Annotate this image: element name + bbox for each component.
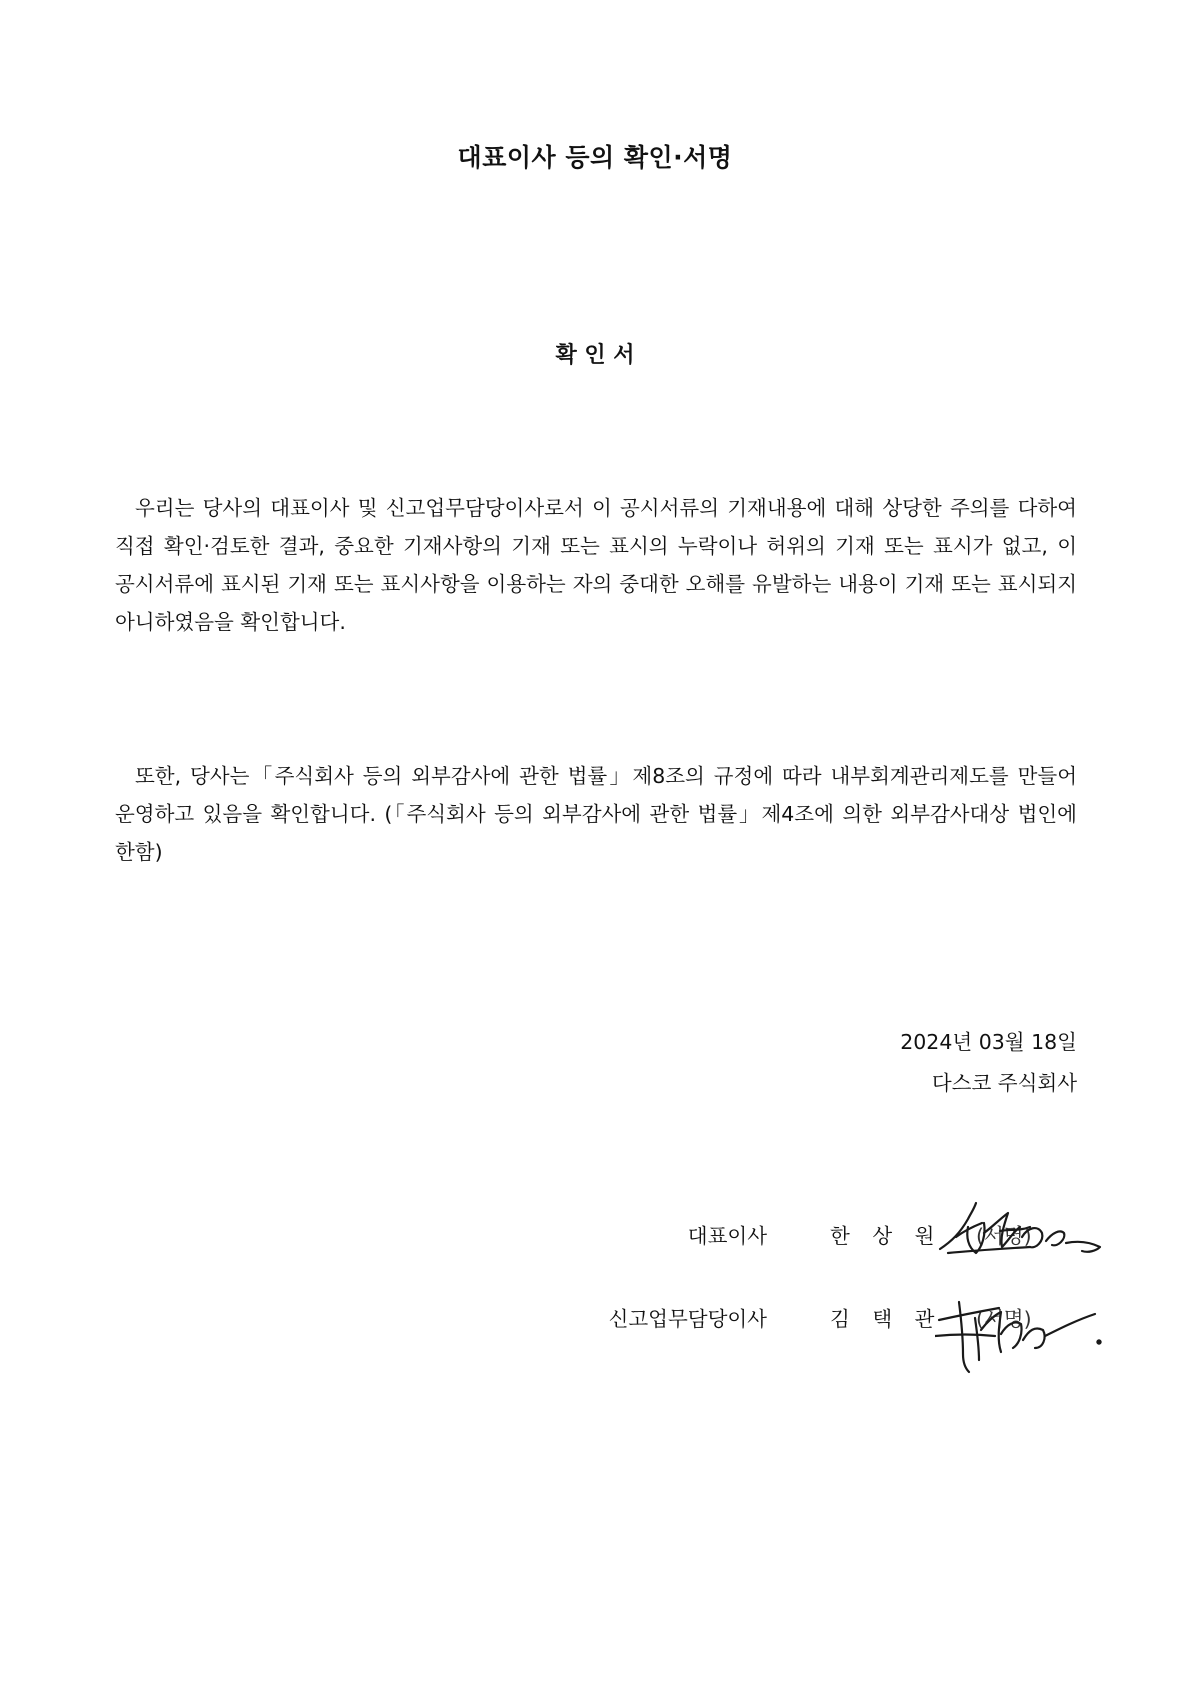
signer-name: 한 상 원 xyxy=(830,1224,943,1248)
signature-placeholder: (서명) xyxy=(976,1224,1032,1248)
signature-row-ceo xyxy=(0,1219,1190,1259)
signature-row-disclosure-officer xyxy=(0,1302,1190,1342)
signature-placeholder: (서명) xyxy=(976,1307,1032,1331)
document-subtitle: 확 인 서 xyxy=(555,343,635,368)
document-date: 2024년 03월 18일 xyxy=(900,1030,1077,1054)
signer-name: 김 택 관 xyxy=(830,1307,943,1331)
signer-role: 대표이사 xyxy=(687,1224,767,1248)
confirmation-paragraph: 우리는 당사의 대표이사 및 신고업무담당이사로서 이 공시서류의 기재내용에 대해 상당한 주의를 다하여 직접 확인·검토한 결과, 중요한 기재사항의 기재 또는 표시의 누락이나 허위의 기재 또는 표시가 없고, 이 공시서류에 표시된 기재 또는 표시사항을 이용하는 자의 중대한 오해를 유발하는 내용이 기재 또는 표시되지 아니하였음을 확인합니다. xyxy=(115,496,1077,634)
signer-role: 신고업무담당이사 xyxy=(608,1307,767,1331)
document-title: 대표이사 등의 확인·서명 xyxy=(457,143,733,172)
company-name: 다스코 주식회사 xyxy=(931,1071,1077,1095)
internal-control-paragraph: 또한, 당사는「주식회사 등의 외부감사에 관한 법률」제8조의 규정에 따라 내부회계관리제도를 만들어 운영하고 있음을 확인합니다. (「주식회사 등의 외부감사에 관한 법률」제4조에 의한 외부감사대상 법인에 한함) xyxy=(115,764,1077,864)
